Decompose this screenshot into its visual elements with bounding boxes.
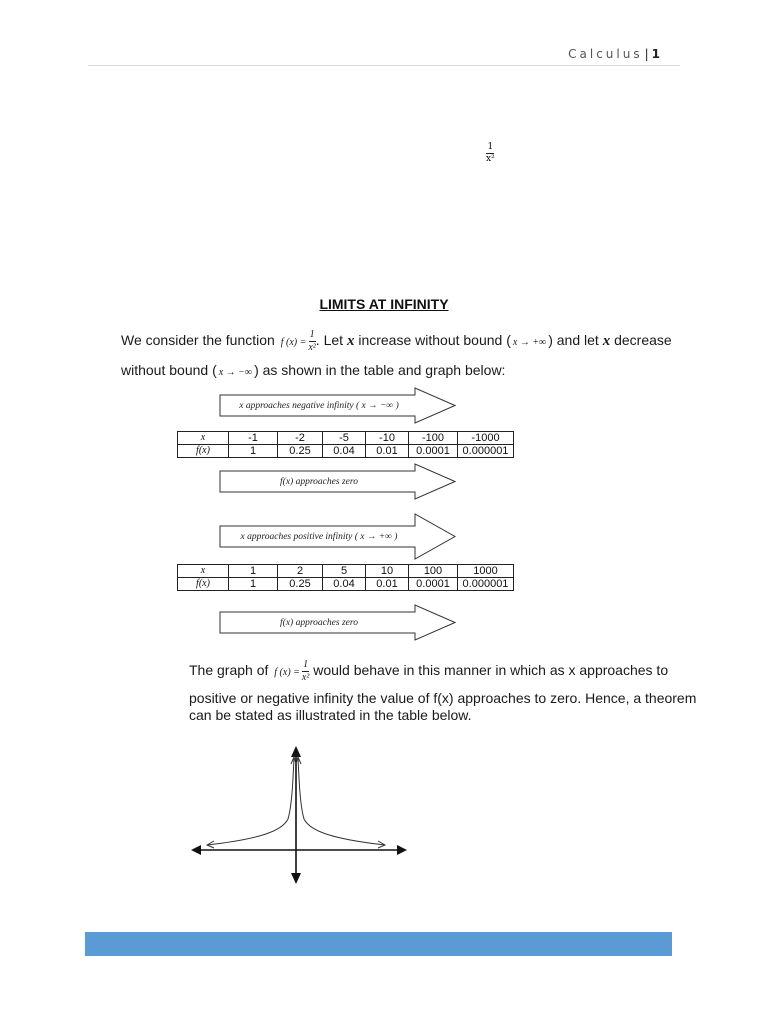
table-cell: -2 xyxy=(278,432,323,445)
table-cell: 2 xyxy=(278,565,323,578)
table-row xyxy=(178,578,514,591)
table-cell: -1000 xyxy=(458,432,514,445)
table-cell: 10 xyxy=(366,565,409,578)
y-axis-top-arrow xyxy=(291,746,301,757)
intro-line2-text-1: without bound ( xyxy=(121,362,217,378)
arrow-fx-zero-label: f(x) approaches zero xyxy=(280,617,358,628)
graph-fraction xyxy=(302,660,309,683)
intro-text-5: decrease xyxy=(614,332,672,349)
table-cell: 0.25 xyxy=(278,445,323,458)
table-row xyxy=(178,432,514,445)
table-cell: 0.04 xyxy=(323,445,366,458)
table-cell: 0.01 xyxy=(366,578,409,591)
header-subject: Calculus xyxy=(568,47,643,61)
table-cell: 0.04 xyxy=(323,578,366,591)
table-cell: -1 xyxy=(229,432,278,445)
intro-line2-text-2: ) as shown in the table and graph below: xyxy=(254,362,506,378)
table-cell: 0.0001 xyxy=(409,578,458,591)
intro-frac-num: 1 xyxy=(309,329,315,340)
curve-left-branch xyxy=(207,757,294,845)
graph-text-line-3: can be stated as illustrated in the table below. xyxy=(189,707,472,723)
table-cell: 0.01 xyxy=(366,445,409,458)
intro-var-x-2: x xyxy=(602,333,611,350)
table-pos-x-label: x xyxy=(178,565,229,578)
intro-func-lhs: f (x) = xyxy=(280,337,307,349)
x-axis-left-arrow xyxy=(191,845,201,855)
table-cell: 1 xyxy=(229,445,278,458)
table-cell: 0.0001 xyxy=(409,445,458,458)
table-row xyxy=(178,565,514,578)
table-cell: -100 xyxy=(409,432,458,445)
graph-frac-num: 1 xyxy=(303,659,309,670)
curve-right-branch xyxy=(298,757,385,845)
graph-text-1: The graph of xyxy=(189,662,269,679)
stray-fraction-numerator: 1 xyxy=(487,142,494,152)
table-neg-x-label: x xyxy=(178,432,229,445)
graph-frac-den: x² xyxy=(301,672,310,683)
graph-text-2: would behave in this manner in which as x approaches to xyxy=(313,662,669,679)
page-number: 1 xyxy=(651,47,660,61)
intro-text-1: We consider the function xyxy=(121,332,275,349)
section-title: LIMITS AT INFINITY xyxy=(319,296,449,312)
arrow-fx-zero-label: f(x) approaches zero xyxy=(280,476,358,487)
table-negative-values xyxy=(177,431,514,458)
table-cell: 5 xyxy=(323,565,366,578)
intro-line-2 xyxy=(121,362,505,379)
x-axis-right-arrow xyxy=(397,845,407,855)
y-axis-bottom-arrow xyxy=(291,873,301,884)
footer-bar xyxy=(85,932,672,956)
table-cell: 1 xyxy=(229,578,278,591)
table-cell: 0.000001 xyxy=(458,578,514,591)
graph-func-lhs: f (x) = xyxy=(274,667,300,679)
intro-text-4: ) and let xyxy=(548,332,599,349)
table-cell: 100 xyxy=(409,565,458,578)
table-pos-fx-label: f(x) xyxy=(178,578,229,591)
intro-pos-inf: x → +∞ xyxy=(512,337,547,349)
function-graph xyxy=(190,745,410,885)
arrow-negative-label: x approaches negative infinity ( x → −∞ ) xyxy=(239,400,399,411)
table-cell: 1000 xyxy=(458,565,514,578)
intro-var-x: x xyxy=(346,333,355,350)
intro-text-3: increase without bound ( xyxy=(358,332,511,349)
table-row xyxy=(178,445,514,458)
header-separator: | xyxy=(644,47,649,61)
intro-fraction xyxy=(308,330,315,353)
intro-neg-inf: x → −∞ xyxy=(218,367,253,378)
table-cell: 0.000001 xyxy=(458,445,514,458)
table-positive-values xyxy=(177,564,514,591)
arrow-negative-infinity xyxy=(219,387,456,424)
function-graph-svg xyxy=(190,745,410,885)
table-cell: -10 xyxy=(366,432,409,445)
arrow-positive-infinity xyxy=(219,513,456,560)
intro-text-2: . Let xyxy=(315,332,344,349)
arrow-positive-label: x approaches positive infinity ( x → +∞ ) xyxy=(240,531,398,542)
graph-text-line-1 xyxy=(189,660,668,683)
intro-line-1 xyxy=(121,330,672,353)
table-neg-fx-label: f(x) xyxy=(178,445,229,458)
stray-fraction-denominator: x² xyxy=(486,154,495,164)
intro-frac-den: x² xyxy=(308,342,316,353)
arrow-fx-zero-negative xyxy=(219,463,456,500)
stray-fraction xyxy=(486,143,495,164)
graph-text-line-2: positive or negative infinity the value of f(x) approaches to zero. Hence, a theorem xyxy=(189,690,697,706)
table-cell: 1 xyxy=(229,565,278,578)
table-cell: 0.25 xyxy=(278,578,323,591)
arrow-fx-zero-positive xyxy=(219,604,456,641)
table-cell: -5 xyxy=(323,432,366,445)
header-divider xyxy=(88,65,680,66)
page-header xyxy=(0,47,660,61)
